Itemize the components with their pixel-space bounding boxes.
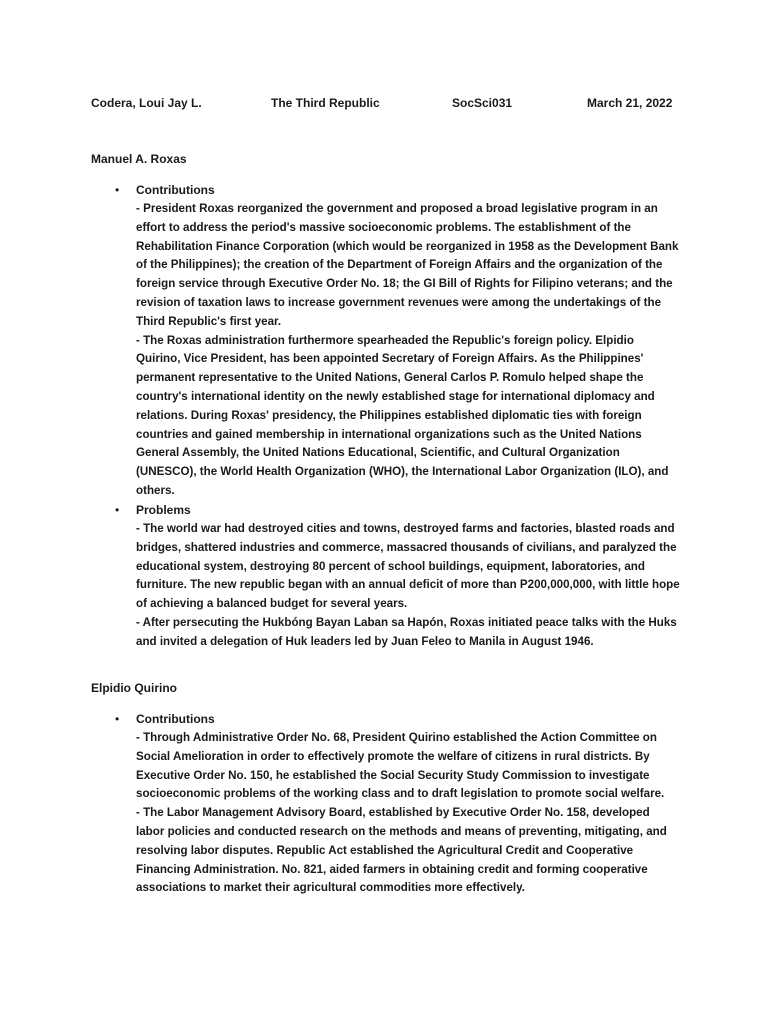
bullet-label-contributions: Contributions (136, 712, 215, 726)
bullet-label-contributions: Contributions (136, 183, 215, 197)
bullet-label-problems: Problems (136, 503, 191, 517)
quirino-contributions-paragraph-2: - The Labor Management Advisory Board, established by Executive Order No. 158, developed labor policies and conducted research on the methods and means of preventing, mitigating, and resolving labor disputes. Republic Act established the Agricultural Credit and Cooperative Financing Administration. No. 821, aided farmers in obtaining credit and forming cooperative associations to market their agricultural commodities more effectively. (136, 806, 667, 895)
bullet-icon: • (115, 712, 120, 726)
section-title-roxas: Manuel A. Roxas (91, 152, 187, 166)
roxas-problems-paragraph-1: - The world war had destroyed cities and towns, destroyed farms and factories, blasted roads and bridges, shattered industries and commerce, massacred thousands of civilians, and paralyzed the educational system, destroying 80 percent of school buildings, equipment, laboratories, and furniture. The new republic began with an annual deficit of more than P200,000,000, with little hope of achieving a balanced budget for several years. (136, 522, 680, 611)
bullet-icon: • (115, 503, 120, 517)
bullet-icon: • (115, 183, 120, 197)
roxas-contributions-paragraph-1: - President Roxas reorganized the government and proposed a broad legislative program in an effort to address the period's massive socioeconomic problems. The establishment of the Rehabilitation Finance Corporation (which would be reorganized in 1958 as the Development Bank of the Philippines); the creation of the Department of Foreign Affairs and the organization of the foreign service through Executive Order No. 18; the GI Bill of Rights for Filipino veterans; and the revision of taxation laws to increase government revenues were among the undertakings of the Third Republic's first year. (136, 202, 679, 328)
author-name: Codera, Loui Jay L. (91, 96, 202, 110)
roxas-contributions-paragraph-2: - The Roxas administration furthermore spearheaded the Republic's foreign policy. Elpidio Quirino, Vice President, has been appointed Secretary of Foreign Affairs. As the Philippines' permanent representative to the United Nations, General Carlos P. Romulo helped shape the country's international identity on the newly established stage for international diplomacy and relations. During Roxas' presidency, the Philippines established diplomatic ties with foreign countries and gained membership in international organizations such as the United Nations General Assembly, the United Nations Educational, Scientific, and Cultural Organization (UNESCO), the World Health Organization (WHO), the International Labor Organization (ILO), and others. (136, 333, 669, 497)
roxas-problems-paragraph-2: - After persecuting the Hukbóng Bayan Laban sa Hapón, Roxas initiated peace talks with the Huks and invited a delegation of Huk leaders led by Juan Feleo to Manila in August 1946. (136, 615, 677, 648)
roxas-contributions (91, 181, 691, 501)
bullet-item (91, 181, 691, 200)
quirino-contributions (91, 710, 691, 898)
document-date: March 21, 2022 (587, 96, 673, 110)
roxas-problems (91, 501, 691, 652)
course-code: SocSci031 (452, 96, 513, 110)
bullet-item (91, 710, 691, 729)
section-title-quirino: Elpidio Quirino (91, 681, 177, 695)
bullet-item (91, 501, 691, 520)
quirino-contributions-paragraph-1: - Through Administrative Order No. 68, President Quirino established the Action Committee on Social Amelioration in order to effectively promote the welfare of citizens in rural districts. By Executive Order No. 150, he established the Social Security Study Commission to investigate socioeconomic problems of the working class and to draft legislation to promote social welfare. (136, 731, 665, 801)
document-header (0, 96, 768, 114)
document-topic: The Third Republic (271, 96, 380, 110)
